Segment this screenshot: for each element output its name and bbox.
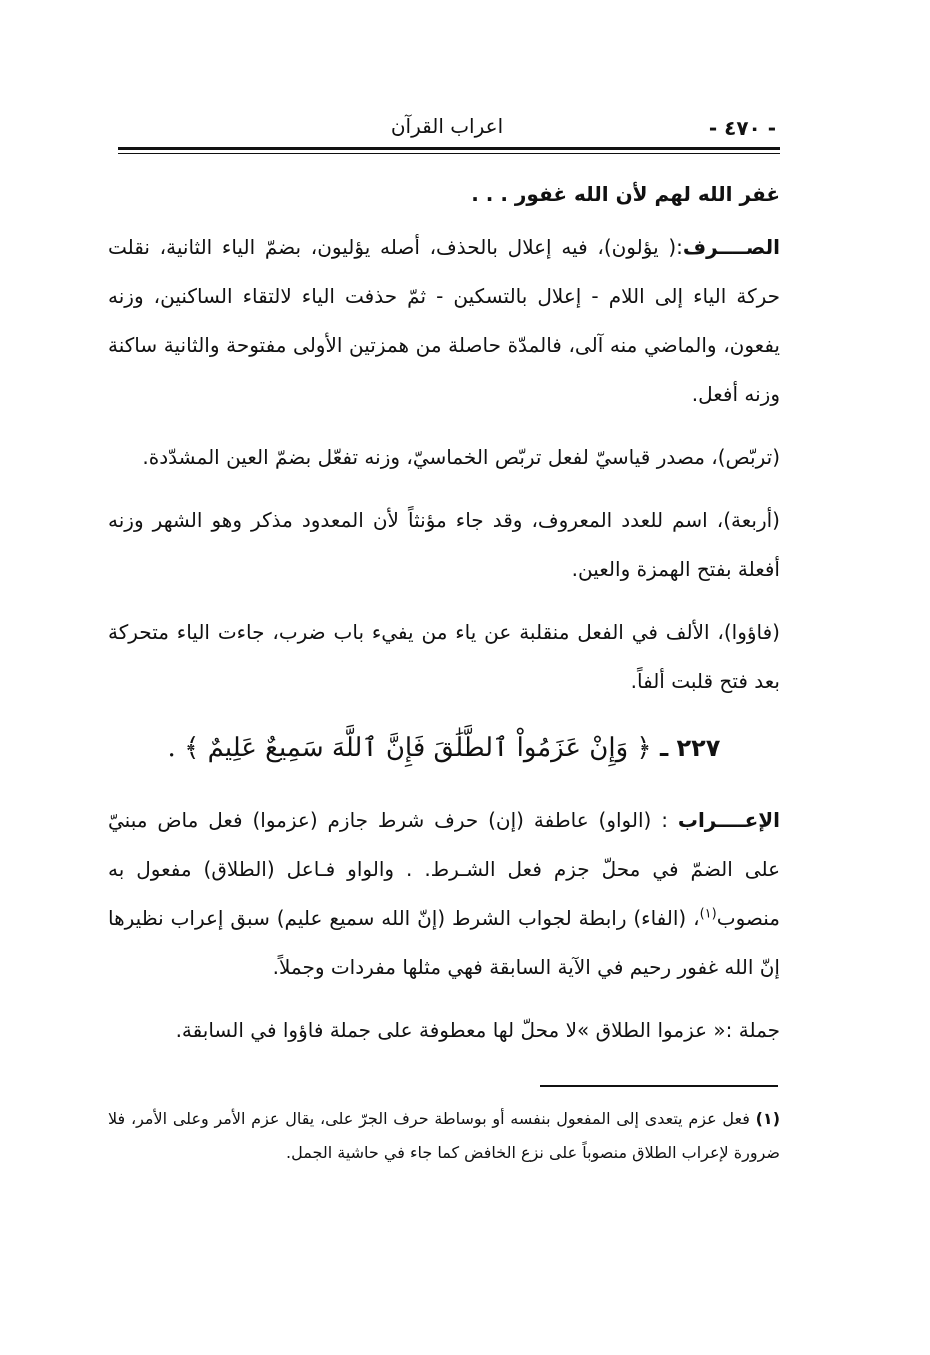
paragraph-arbaa: (أربعة)، اسم للعدد المعروف، وقد جاء مؤنثاً لأن المعدود مذكر وهو الشهر وزنه أفعلة بفتح الهمزة والعين.	[108, 508, 780, 581]
paragraph-tarabbus: (تربّص)، مصدر قياسيّ لفعل تربّص الخماسيّ، وزنه تفعّل بضمّ العين المشدّدة.	[142, 445, 780, 469]
footnote-reference: (١)	[699, 906, 717, 922]
running-title: اعراب القرآن	[390, 114, 504, 138]
footnote-text: فعل عزم يتعدى إلى المفعول بنفسه أو بوساطة حرف الجرّ على، يقال عزم الأمر وعلى الأمر، فلا ضرورة لإعراب الطلاق منصوباً على نزع الخافض كما جاء في حاشية الجمل.	[108, 1109, 780, 1162]
footnote-mark: (١)	[755, 1109, 780, 1128]
main-text	[108, 170, 780, 1069]
sarf-text: :( يؤلون)، فيه إعلال بالحذف، أصله يؤليون، بضمّ الياء الثانية، نقلت حركة الياء إلى اللام - إعلال بالتسكين - ثمّ حذفت الياء لالتقاء الساكنين، وزنه يفعون، والماضي منه آلى، فالمدّة حاصلة من همزتين الأولى مفتوحة والثانية ساكنة وزنه أفعل.	[108, 235, 780, 406]
paragraph-irab	[108, 796, 780, 992]
quran-verse	[108, 720, 780, 776]
page-header	[118, 112, 776, 148]
paragraph-faau: (فاؤوا)، الألف في الفعل منقلبة عن ياء من يفيء باب ضرب، جاءت الياء متحركة بعد فتح قلبت ألفاً.	[108, 620, 780, 693]
page-number: - ٤٧٠ -	[708, 116, 776, 140]
verse-number: ٢٢٧ ـ	[659, 734, 721, 762]
paragraph-sentence: جملة :« عزموا الطلاق »لا محلّ لها معطوفة على جملة فاؤوا في السابقة.	[175, 1018, 780, 1042]
irab-label: الإعــــراب	[677, 808, 780, 832]
sarf-label: الصــــرف	[682, 235, 780, 259]
paragraph-sarf	[108, 223, 780, 419]
header-rule-thin	[118, 153, 780, 154]
irab-text-1: : (الواو) عاطفة (إن) حرف شرط جازم (عزموا) فعل ماض مبنيّ على الضمّ في محلّ جزم فعل الشـرط. . والواو فـاعل (الطلاق) مفعول به منصوب	[108, 808, 780, 930]
irab-text-2: ، (الفاء) رابطة لجواب الشرط (إنّ الله سميع عليم) سبق إعراب نظيرها إنّ الله غفور رحيم في الآية السابقة فهي مثلها مفردات وجملاً.	[108, 906, 780, 979]
verse-text: ﴿ وَإِنْ عَزَمُواْ ٱلطَّلَٰقَ فَإِنَّ ٱللَّهَ سَمِيعٌ عَلِيمٌ ﴾ .	[167, 733, 652, 763]
footnote	[108, 1102, 780, 1170]
footnote-rule	[540, 1085, 778, 1087]
header-rule	[118, 147, 780, 150]
paragraph-continuation: غفر الله لهم لأن الله غفور . . .	[471, 182, 780, 206]
